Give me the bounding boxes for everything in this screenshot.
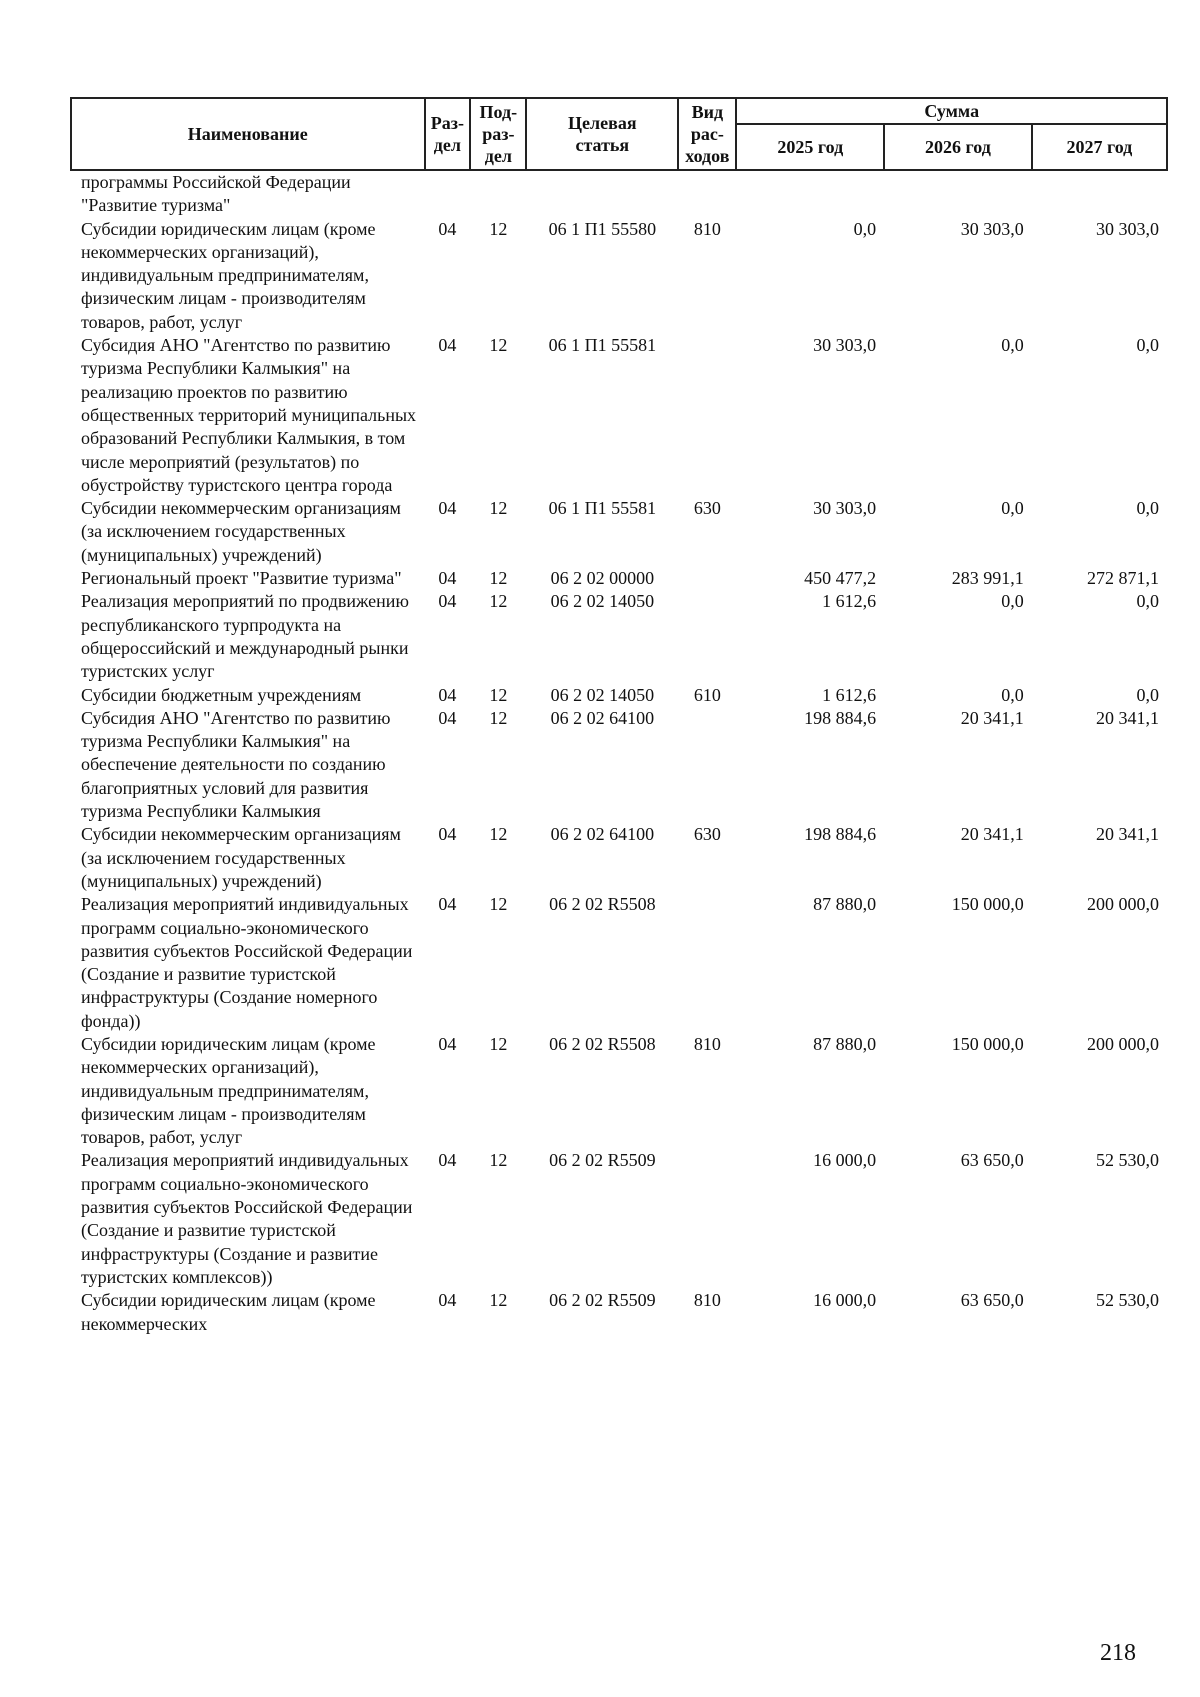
- row-razdel: 04: [438, 1290, 457, 1311]
- row-2027: 30 303,0: [1096, 218, 1159, 239]
- row-2025: 16 000,0: [813, 1290, 877, 1311]
- row-podrazdel: 12: [489, 824, 508, 845]
- row-2025: 30 303,0: [813, 335, 877, 356]
- header-sum: Сумма: [736, 98, 1167, 124]
- row-2027: 52 530,0: [1096, 1150, 1159, 1171]
- budget-table: [70, 97, 1168, 1336]
- row-2027: 20 341,1: [1096, 707, 1159, 728]
- row-2025: 1 612,6: [822, 684, 877, 705]
- row-vid: [678, 707, 736, 823]
- row-name: Субсидия АНО "Агентство по развитию туризма Республики Калмыкия" на реализацию проектов по развитию общественных территорий муниципальных образований Республики Калмыкия, в том числе мероприятий (результатов) по обустройству туристского центра города: [81, 335, 417, 495]
- row-2027: 200 000,0: [1087, 894, 1159, 915]
- row-name: Реализация мероприятий по продвижению республиканского турпродукта на общероссийский и международный рынки туристских услуг: [81, 591, 409, 682]
- row-razdel: 04: [438, 1033, 457, 1054]
- table-body: [71, 170, 1167, 1336]
- row-target: 06 2 02 64100: [550, 824, 655, 845]
- row-2025: 30 303,0: [813, 498, 877, 519]
- row-vid: [678, 893, 736, 1033]
- row-podrazdel: [470, 170, 526, 218]
- table-row: [71, 1149, 1167, 1289]
- row-target: 06 1 П1 55580: [548, 218, 657, 239]
- row-podrazdel: 12: [489, 1150, 508, 1171]
- row-podrazdel: 12: [489, 591, 508, 612]
- row-razdel: 04: [438, 218, 457, 239]
- row-2025: [736, 170, 884, 218]
- row-2026: 150 000,0: [951, 894, 1024, 915]
- row-podrazdel: 12: [489, 1033, 508, 1054]
- row-vid: [678, 567, 736, 590]
- row-podrazdel: 12: [489, 894, 508, 915]
- row-razdel: 04: [438, 591, 457, 612]
- row-2025: 87 880,0: [813, 894, 877, 915]
- row-vid: 810: [693, 218, 721, 239]
- row-podrazdel: 12: [489, 498, 508, 519]
- row-2026: 150 000,0: [951, 1033, 1024, 1054]
- row-2027: 272 871,1: [1087, 568, 1159, 589]
- table-row: [71, 567, 1167, 590]
- row-2025: 1 612,6: [822, 591, 877, 612]
- row-razdel: 04: [438, 824, 457, 845]
- row-vid: 610: [693, 684, 721, 705]
- table-row: [71, 590, 1167, 683]
- table-row: [71, 1033, 1167, 1149]
- row-2025: 450 477,2: [804, 568, 877, 589]
- row-podrazdel: 12: [489, 568, 508, 589]
- row-podrazdel: 12: [489, 218, 508, 239]
- row-podrazdel: 12: [489, 707, 508, 728]
- row-vid: [678, 334, 736, 497]
- row-2026: 0,0: [1001, 335, 1024, 356]
- row-razdel: 04: [438, 707, 457, 728]
- row-2026: 283 991,1: [951, 568, 1024, 589]
- header-2027: 2027 год: [1032, 124, 1167, 170]
- row-2026: 20 341,1: [960, 707, 1024, 728]
- table-row: [71, 334, 1167, 497]
- header-podrazdel: Под- раз- дел: [470, 98, 526, 170]
- table-row: [71, 170, 1167, 218]
- header-name: Наименование: [71, 98, 425, 170]
- row-target: 06 2 02 14050: [550, 684, 655, 705]
- row-2025: 198 884,6: [804, 824, 877, 845]
- row-vid: [678, 170, 736, 218]
- row-target: 06 2 02 R5508: [549, 894, 656, 915]
- budget-table-sheet: [70, 97, 1168, 1336]
- row-name: Субсидии юридическим лицам (кроме некоммерческих: [81, 1290, 376, 1334]
- row-2027: [1032, 170, 1167, 218]
- row-target: 06 1 П1 55581: [548, 335, 657, 356]
- table-row: [71, 893, 1167, 1033]
- row-2026: 63 650,0: [960, 1290, 1024, 1311]
- row-vid: 810: [693, 1033, 721, 1054]
- row-razdel: 04: [438, 894, 457, 915]
- row-vid: 810: [693, 1290, 721, 1311]
- table-row: [71, 1289, 1167, 1336]
- row-razdel: 04: [438, 498, 457, 519]
- header-vid: Вид рас- ходов: [678, 98, 736, 170]
- row-podrazdel: 12: [489, 684, 508, 705]
- row-name: Реализация мероприятий индивидуальных программ социально-экономического развития субъектов Российской Федерации (Создание и развитие туристской инфраструктуры (Создание и развитие туристских комплексов)): [81, 1150, 413, 1287]
- row-target: 06 2 02 64100: [550, 707, 655, 728]
- row-2026: [884, 170, 1032, 218]
- row-2027: 20 341,1: [1096, 824, 1159, 845]
- row-2027: 0,0: [1136, 498, 1159, 519]
- table-row: [71, 684, 1167, 707]
- row-target: [526, 170, 678, 218]
- row-name: Субсидии бюджетным учреждениям: [81, 684, 362, 705]
- row-2025: 0,0: [853, 218, 877, 239]
- row-razdel: 04: [438, 568, 457, 589]
- row-2025: 16 000,0: [813, 1150, 877, 1171]
- row-vid: [678, 590, 736, 683]
- row-name: Субсидии некоммерческим организациям (за исключением государственных (муниципальных) учреждений): [81, 498, 401, 565]
- row-2027: 0,0: [1136, 591, 1159, 612]
- row-target: 06 1 П1 55581: [548, 498, 657, 519]
- row-2026: 0,0: [1001, 684, 1024, 705]
- row-2026: 0,0: [1001, 591, 1024, 612]
- row-name: Субсидия АНО "Агентство по развитию туризма Республики Калмыкия" на обеспечение деятельности по созданию благоприятных условий для развития туризма Республики Калмыкия: [81, 707, 391, 822]
- row-2025: 198 884,6: [804, 707, 877, 728]
- header-2026: 2026 год: [884, 124, 1032, 170]
- row-name: Субсидии некоммерческим организациям (за исключением государственных (муниципальных) учреждений): [81, 824, 401, 891]
- row-name: Субсидии юридическим лицам (кроме некоммерческих организаций), индивидуальным предпринимателям, физическим лицам - производителям товаров, работ, услуг: [81, 218, 376, 332]
- page-number: 218: [1100, 1640, 1136, 1666]
- row-name: Реализация мероприятий индивидуальных программ социально-экономического развития субъектов Российской Федерации (Создание и развитие туристской инфраструктуры (Создание номерного фонда)): [81, 894, 413, 1031]
- header-2025: 2025 год: [736, 124, 884, 170]
- table-row: [71, 823, 1167, 893]
- row-2027: 52 530,0: [1096, 1290, 1159, 1311]
- header-razdel: Раз- дел: [425, 98, 471, 170]
- row-name: Региональный проект "Развитие туризма": [81, 568, 402, 589]
- table-row: [71, 707, 1167, 823]
- row-vid: 630: [693, 824, 721, 845]
- row-2027: 0,0: [1136, 335, 1159, 356]
- row-name: программы Российской Федерации "Развитие туризма": [81, 172, 351, 216]
- row-razdel: [425, 170, 471, 218]
- row-name: Субсидии юридическим лицам (кроме некоммерческих организаций), индивидуальным предпринимателям, физическим лицам - производителям товаров, работ, услуг: [81, 1033, 376, 1148]
- row-2026: 30 303,0: [960, 218, 1024, 239]
- row-target: 06 2 02 00000: [550, 568, 655, 589]
- table-header: [71, 98, 1167, 170]
- row-2027: 200 000,0: [1087, 1033, 1159, 1054]
- row-razdel: 04: [438, 1150, 457, 1171]
- header-target: Целевая статья: [526, 98, 678, 170]
- row-razdel: 04: [438, 335, 457, 356]
- row-2026: 0,0: [1001, 498, 1024, 519]
- row-target: 06 2 02 R5509: [549, 1290, 656, 1311]
- row-podrazdel: 12: [489, 1290, 508, 1311]
- table-row: [71, 218, 1167, 334]
- table-row: [71, 497, 1167, 567]
- row-razdel: 04: [438, 684, 457, 705]
- row-target: 06 2 02 14050: [550, 591, 655, 612]
- row-target: 06 2 02 R5509: [549, 1150, 656, 1171]
- row-2027: 0,0: [1136, 684, 1159, 705]
- row-2025: 87 880,0: [813, 1033, 877, 1054]
- row-target: 06 2 02 R5508: [549, 1033, 656, 1054]
- row-vid: [678, 1149, 736, 1289]
- row-vid: 630: [693, 498, 721, 519]
- row-podrazdel: 12: [489, 335, 508, 356]
- row-2026: 63 650,0: [960, 1150, 1024, 1171]
- row-2026: 20 341,1: [960, 824, 1024, 845]
